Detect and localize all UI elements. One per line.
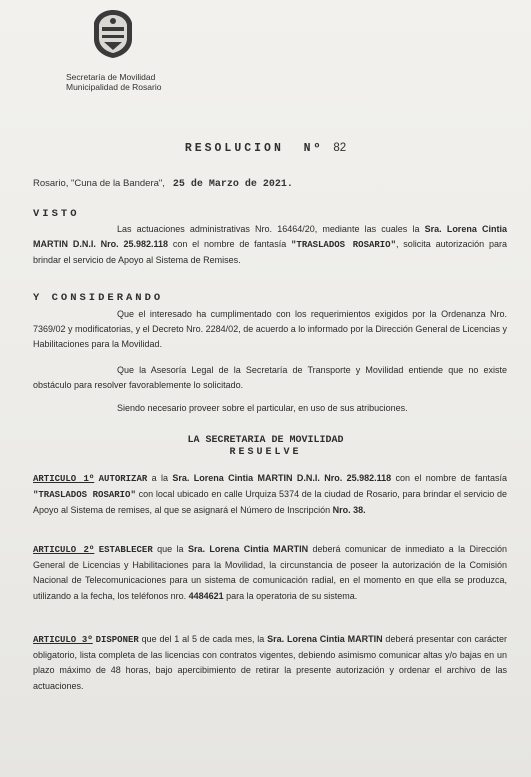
article-2-label: ARTICULO 2º bbox=[33, 545, 95, 555]
article-2: ARTICULO 2º ESTABLECER que la Sra. Lorena Cintia MARTIN deberá comunicar de inmediato a la Dirección General de Licencias y Habilitaciones para la Movilidad, la circunstancia de poseer la autorización de la Comisión Nacional de Telecomunicaciones para un sistema de comunicación radial, en el momento en que ella se produzca, utilizando a la fecha, los teléfonos nro. 4484621 para la operatoria de su sistema. bbox=[33, 544, 507, 601]
article-3: ARTICULO 3º DISPONER que del 1 al 5 de cada mes, la Sra. Lorena Cintia MARTIN deberá presentar con carácter obligatorio, lista completa de las licencias con contratos vigentes, debiendo asimismo comunicar altas y/o bajas en un plazo máximo de 48 horas, bajo apercibimiento de retirar la presente autorización y ordenar el archivo de las actuaciones. bbox=[33, 634, 507, 691]
visto-heading: VISTO bbox=[33, 208, 80, 220]
resolve-label: RESUELVE bbox=[229, 447, 302, 458]
resolve-block bbox=[0, 435, 531, 459]
date-value: 25 de Marzo de 2021. bbox=[172, 179, 293, 190]
considerando-paragraph-3: Siendo necesario proveer sobre el particular, en uso de sus atribuciones. bbox=[117, 403, 408, 413]
article-1-label: ARTICULO 1º bbox=[33, 474, 95, 484]
date-line bbox=[33, 178, 293, 190]
considerando-heading: Y CONSIDERANDO bbox=[33, 292, 164, 304]
article-3-label: ARTICULO 3º bbox=[33, 635, 93, 645]
resolution-title bbox=[0, 142, 531, 155]
considerando-paragraph-1: Que el interesado ha cumplimentado con los requerimientos exigidos por la Ordenanza Nro. 7369/02 y modificatorias, y el Decreto Nro. 2284/02, de acuerdo a lo informado por la Dirección General de Licencias y Habilitaciones para la Movilidad. bbox=[33, 309, 507, 350]
resolve-authority: LA SECRETARIA DE MOVILIDAD bbox=[187, 435, 344, 446]
trade-name: "TRASLADOS ROSARIO" bbox=[291, 240, 396, 251]
article-3-verb: DISPONER bbox=[95, 635, 139, 645]
date-place: Rosario, "Cuna de la Bandera", bbox=[33, 178, 165, 189]
organization-header bbox=[66, 72, 161, 92]
municipal-seal-icon bbox=[92, 9, 134, 59]
title-label: RESOLUCION bbox=[184, 142, 284, 155]
considerando-paragraph-2: Que la Asesoría Legal de la Secretaría de Transporte y Movilidad entiende que no existe obstáculo para resolver favorablemente lo solicitado. bbox=[33, 365, 507, 391]
title-number: 82 bbox=[333, 142, 347, 154]
article-1-verb: AUTORIZAR bbox=[98, 474, 148, 484]
org-line-municipalidad: Municipalidad de Rosario bbox=[66, 82, 162, 92]
title-number-sign: Nº bbox=[303, 142, 324, 155]
article-2-verb: ESTABLECER bbox=[98, 545, 153, 555]
org-line-secretaria: Secretaría de Movilidad bbox=[66, 72, 156, 82]
visto-paragraph: Las actuaciones administrativas Nro. 16464/20, mediante las cuales la Sra. Lorena Cintia MARTIN D.N.I. Nro. 25.982.118 con el nombre de fantasía "TRASLADOS ROSARIO", solicita autorización para brindar el servicio de Apoyo al Sistema de Remises. bbox=[33, 224, 508, 266]
applicant-name: Sra. Lorena Cintia MARTIN D.N.I. Nro. 25.982.118 bbox=[33, 224, 507, 250]
article-1: ARTICULO 1º AUTORIZAR a la Sra. Lorena Cintia MARTIN D.N.I. Nro. 25.982.118 con el nombre de fantasía "TRASLADOS ROSARIO" con local ubicado en calle Urquiza 5374 de la ciudad de Rosario, para brindar el servicio de Apoyo al Sistema de remises, al que se asignará el Número de Inscripción Nro. 38. bbox=[33, 473, 508, 516]
